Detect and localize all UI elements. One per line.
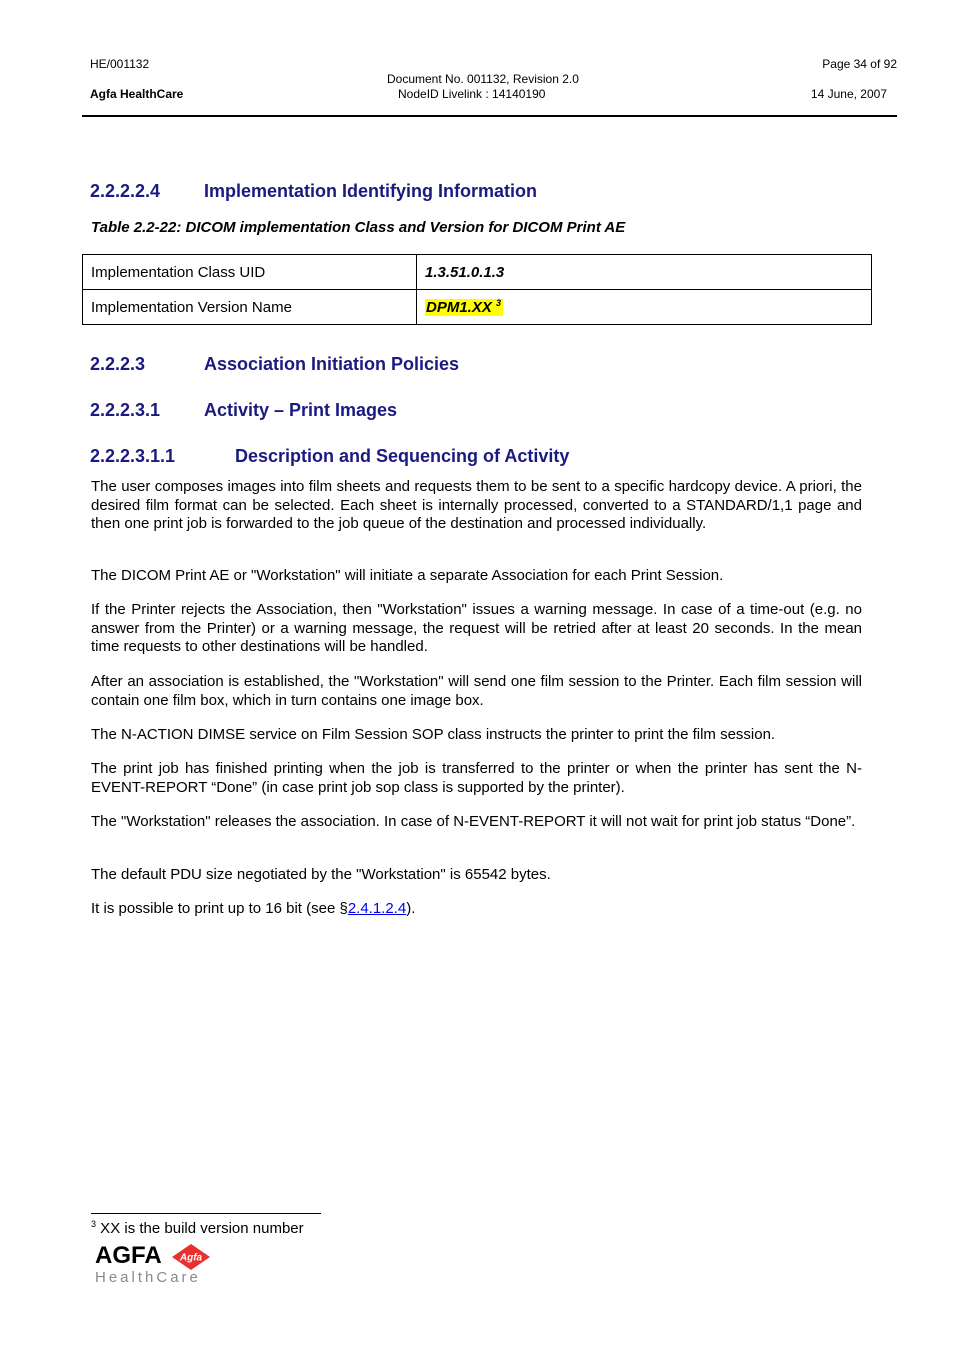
node-id: NodeID Livelink : 14140190 bbox=[398, 87, 546, 101]
footnote-separator bbox=[91, 1213, 321, 1214]
paragraph: The "Workstation" releases the association. In case of N-EVENT-REPORT it will not wait for print job status “Done”. bbox=[91, 813, 856, 830]
table-cell-label: Implementation Class UID bbox=[83, 255, 417, 290]
agfa-healthcare-logo bbox=[95, 1242, 225, 1290]
page-number: Page 34 of 92 bbox=[822, 57, 897, 71]
class-uid-value: 1.3.51.0.1.3 bbox=[425, 263, 505, 281]
table-row bbox=[83, 290, 872, 325]
section-number: 2.2.2.3 bbox=[90, 354, 146, 374]
paragraph: After an association is established, the "Workstation" will send one film session to the Printer. Each film session will contain one film box, which in turn contains one image box. bbox=[91, 673, 862, 709]
section-number: 2.2.2.3.1.1 bbox=[90, 446, 176, 466]
paragraph: The N-ACTION DIMSE service on Film Session SOP class instructs the printer to print the film session. bbox=[91, 726, 776, 743]
agfa-rhombus-icon bbox=[171, 1243, 211, 1271]
company-name: Agfa HealthCare bbox=[90, 87, 184, 101]
section-title: Association Initiation Policies bbox=[204, 354, 460, 374]
section-title: Description and Sequencing of Activity bbox=[235, 446, 570, 466]
header-rule bbox=[82, 115, 897, 117]
section-link[interactable]: 2.4.1.2.4 bbox=[347, 900, 407, 917]
table-cell-value bbox=[417, 290, 872, 325]
doc-date: 14 June, 2007 bbox=[810, 87, 887, 101]
logo-mark-text: Agfa bbox=[179, 1252, 203, 1264]
footnote-text: XX is the build version number bbox=[96, 1220, 304, 1237]
section-heading-2-2-2-3-1-1 bbox=[90, 445, 870, 467]
implementation-table bbox=[82, 254, 872, 325]
table-caption: Table 2.2-22: DICOM implementation Class and Version for DICOM Print AE bbox=[91, 219, 626, 236]
paragraph-prefix: It is possible to print up to 16 bit (see § bbox=[91, 900, 348, 917]
paragraph-with-link bbox=[91, 900, 862, 919]
section-heading-2-2-2-3 bbox=[90, 353, 870, 375]
paragraph: If the Printer rejects the Association, then "Workstation" issues a warning message. In case of a time-out (e.g. no answer from the Printer) or a warning message, the request will be retried after at least 20 seconds. In the mean time requests to other destinations will be handled. bbox=[91, 601, 862, 656]
section-number: 2.2.2.2.4 bbox=[90, 181, 161, 201]
section-title: Activity – Print Images bbox=[204, 400, 398, 420]
table-cell-label: Implementation Version Name bbox=[83, 290, 417, 325]
version-name-highlight bbox=[425, 299, 503, 316]
section-heading-2-2-2-2-4 bbox=[90, 180, 870, 202]
logo-wordmark: AGFA bbox=[95, 1242, 162, 1269]
logo-subtitle: HealthCare bbox=[95, 1269, 201, 1286]
paragraph-suffix: ). bbox=[406, 900, 416, 917]
paragraph: The DICOM Print AE or "Workstation" will initiate a separate Association for each Print Session. bbox=[91, 567, 724, 584]
paragraph: The user composes images into film sheets and requests them to be sent to a specific hardcopy device. A priori, the desired film format can be selected. Each sheet is internally processed, converted to a STANDARD/1,1 page and then one print job is forwarded to the job queue of the destination and processed individually. bbox=[91, 478, 862, 533]
section-heading-2-2-2-3-1 bbox=[90, 399, 870, 421]
footnote bbox=[91, 1220, 304, 1238]
footnote-ref[interactable]: 3 bbox=[496, 297, 502, 308]
section-number: 2.2.2.3.1 bbox=[90, 400, 161, 420]
paragraph: The print job has finished printing when the job is transferred to the printer or when the printer has sent the N-EVENT-REPORT “Done” (in case print job sop class is supported by the printer). bbox=[91, 760, 862, 796]
doc-ref: HE/001132 bbox=[90, 57, 150, 71]
paragraph: The default PDU size negotiated by the "Workstation" is 65542 bytes. bbox=[91, 866, 551, 883]
table-row bbox=[83, 255, 872, 290]
table-cell-value bbox=[417, 255, 872, 290]
footnote-mark: 3 bbox=[91, 1219, 97, 1229]
version-name-value: DPM1.XX bbox=[426, 298, 492, 316]
section-title: Implementation Identifying Information bbox=[204, 181, 537, 201]
doc-number: Document No. 001132, Revision 2.0 bbox=[387, 72, 579, 86]
